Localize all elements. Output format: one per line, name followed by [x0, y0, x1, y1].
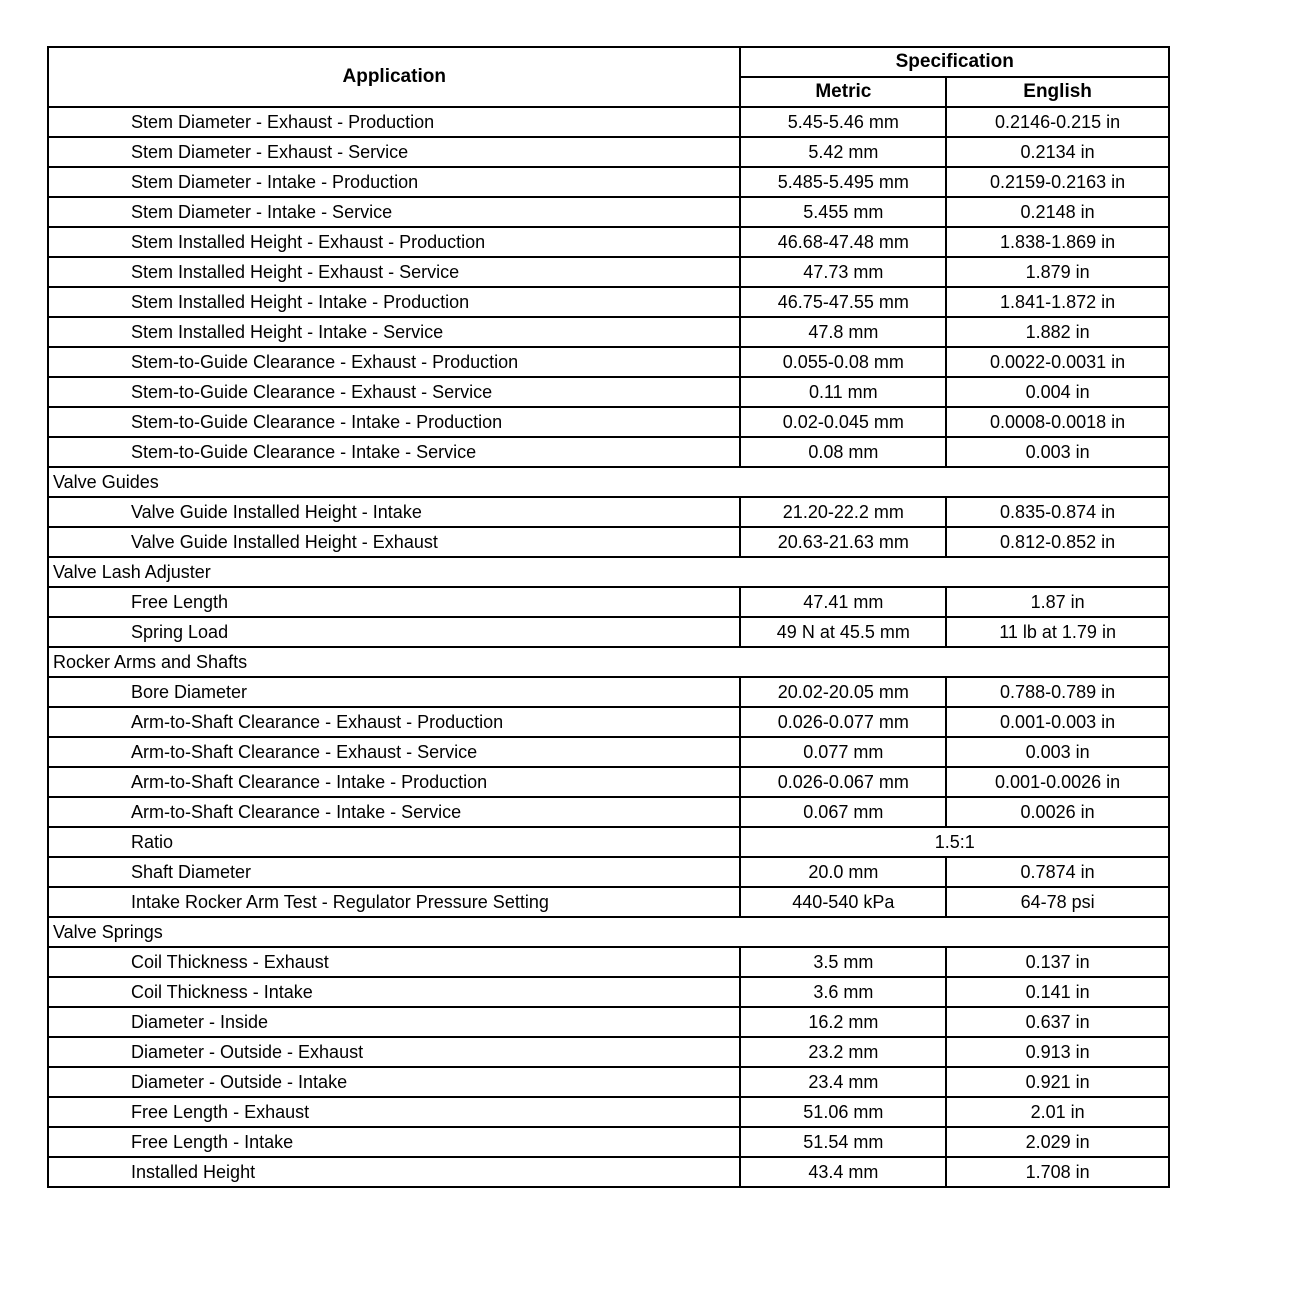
metric-cell: 43.4 mm — [740, 1157, 946, 1187]
english-cell: 1.841-1.872 in — [946, 287, 1169, 317]
category-row — [48, 557, 1169, 587]
spec-value-cell: 1.5:1 — [740, 827, 1169, 857]
table-row — [48, 827, 1169, 857]
table-row — [48, 197, 1169, 227]
header-application: Application — [48, 47, 740, 107]
english-cell: 0.913 in — [946, 1037, 1169, 1067]
metric-cell: 5.42 mm — [740, 137, 946, 167]
table-row — [48, 437, 1169, 467]
application-cell: Stem Installed Height - Exhaust - Production — [48, 227, 740, 257]
application-cell: Stem Installed Height - Exhaust - Service — [48, 257, 740, 287]
english-cell: 1.708 in — [946, 1157, 1169, 1187]
header-specification: Specification — [740, 47, 1169, 77]
english-cell: 0.2148 in — [946, 197, 1169, 227]
english-cell: 0.003 in — [946, 737, 1169, 767]
metric-cell: 21.20-22.2 mm — [740, 497, 946, 527]
application-cell: Stem Installed Height - Intake - Production — [48, 287, 740, 317]
application-cell: Diameter - Inside — [48, 1007, 740, 1037]
application-cell: Arm-to-Shaft Clearance - Intake - Service — [48, 797, 740, 827]
application-cell: Diameter - Outside - Exhaust — [48, 1037, 740, 1067]
table-row — [48, 857, 1169, 887]
metric-cell: 0.026-0.077 mm — [740, 707, 946, 737]
english-cell: 0.137 in — [946, 947, 1169, 977]
metric-cell: 5.485-5.495 mm — [740, 167, 946, 197]
application-cell: Ratio — [48, 827, 740, 857]
metric-cell: 47.41 mm — [740, 587, 946, 617]
metric-cell: 0.026-0.067 mm — [740, 767, 946, 797]
metric-cell: 47.73 mm — [740, 257, 946, 287]
table-row — [48, 227, 1169, 257]
english-cell: 0.001-0.003 in — [946, 707, 1169, 737]
english-cell: 0.004 in — [946, 377, 1169, 407]
table-row — [48, 1097, 1169, 1127]
english-cell: 0.003 in — [946, 437, 1169, 467]
metric-cell: 20.02-20.05 mm — [740, 677, 946, 707]
metric-cell: 0.08 mm — [740, 437, 946, 467]
application-cell: Intake Rocker Arm Test - Regulator Pressure Setting — [48, 887, 740, 917]
english-cell: 0.7874 in — [946, 857, 1169, 887]
table-row — [48, 347, 1169, 377]
metric-cell: 440-540 kPa — [740, 887, 946, 917]
english-cell: 0.812-0.852 in — [946, 527, 1169, 557]
metric-cell: 3.5 mm — [740, 947, 946, 977]
english-cell: 64-78 psi — [946, 887, 1169, 917]
table-body — [48, 107, 1169, 1187]
metric-cell: 5.45-5.46 mm — [740, 107, 946, 137]
header-english: English — [946, 77, 1169, 107]
table-row — [48, 737, 1169, 767]
english-cell: 0.2134 in — [946, 137, 1169, 167]
english-cell: 0.0026 in — [946, 797, 1169, 827]
table-header — [48, 47, 1169, 107]
english-cell: 0.637 in — [946, 1007, 1169, 1037]
metric-cell: 46.68-47.48 mm — [740, 227, 946, 257]
category-row — [48, 917, 1169, 947]
english-cell: 0.0022-0.0031 in — [946, 347, 1169, 377]
application-cell: Valve Guide Installed Height - Exhaust — [48, 527, 740, 557]
category-row — [48, 467, 1169, 497]
application-cell: Valve Guide Installed Height - Intake — [48, 497, 740, 527]
category-label: Rocker Arms and Shafts — [48, 647, 1169, 677]
category-row — [48, 647, 1169, 677]
category-label: Valve Guides — [48, 467, 1169, 497]
application-cell: Free Length - Intake — [48, 1127, 740, 1157]
application-cell: Spring Load — [48, 617, 740, 647]
application-cell: Stem Diameter - Intake - Production — [48, 167, 740, 197]
application-cell: Stem Diameter - Exhaust - Service — [48, 137, 740, 167]
english-cell: 0.0008-0.0018 in — [946, 407, 1169, 437]
specification-table — [47, 46, 1170, 1188]
table-row — [48, 167, 1169, 197]
application-cell: Bore Diameter — [48, 677, 740, 707]
english-cell: 0.921 in — [946, 1067, 1169, 1097]
application-cell: Arm-to-Shaft Clearance - Intake - Production — [48, 767, 740, 797]
table-row — [48, 317, 1169, 347]
table-row — [48, 257, 1169, 287]
english-cell: 2.029 in — [946, 1127, 1169, 1157]
application-cell: Stem-to-Guide Clearance - Intake - Production — [48, 407, 740, 437]
table-row — [48, 677, 1169, 707]
metric-cell: 16.2 mm — [740, 1007, 946, 1037]
application-cell: Arm-to-Shaft Clearance - Exhaust - Service — [48, 737, 740, 767]
table-row — [48, 1067, 1169, 1097]
application-cell: Shaft Diameter — [48, 857, 740, 887]
table-row — [48, 497, 1169, 527]
metric-cell: 47.8 mm — [740, 317, 946, 347]
table-row — [48, 587, 1169, 617]
table-row — [48, 767, 1169, 797]
table-row — [48, 887, 1169, 917]
table-row — [48, 1127, 1169, 1157]
metric-cell: 0.02-0.045 mm — [740, 407, 946, 437]
table-row — [48, 977, 1169, 1007]
application-cell: Installed Height — [48, 1157, 740, 1187]
application-cell: Stem Installed Height - Intake - Service — [48, 317, 740, 347]
english-cell: 1.879 in — [946, 257, 1169, 287]
application-cell: Stem Diameter - Exhaust - Production — [48, 107, 740, 137]
metric-cell: 0.11 mm — [740, 377, 946, 407]
application-cell: Stem-to-Guide Clearance - Exhaust - Service — [48, 377, 740, 407]
table-row — [48, 1157, 1169, 1187]
table-row — [48, 707, 1169, 737]
table-row — [48, 377, 1169, 407]
english-cell: 0.2146-0.215 in — [946, 107, 1169, 137]
english-cell: 0.141 in — [946, 977, 1169, 1007]
application-cell: Coil Thickness - Exhaust — [48, 947, 740, 977]
metric-cell: 3.6 mm — [740, 977, 946, 1007]
table-row — [48, 617, 1169, 647]
english-cell: 1.87 in — [946, 587, 1169, 617]
category-label: Valve Lash Adjuster — [48, 557, 1169, 587]
english-cell: 11 lb at 1.79 in — [946, 617, 1169, 647]
metric-cell: 5.455 mm — [740, 197, 946, 227]
category-label: Valve Springs — [48, 917, 1169, 947]
table-row — [48, 107, 1169, 137]
metric-cell: 46.75-47.55 mm — [740, 287, 946, 317]
metric-cell: 20.0 mm — [740, 857, 946, 887]
table-row — [48, 527, 1169, 557]
english-cell: 0.788-0.789 in — [946, 677, 1169, 707]
english-cell: 1.838-1.869 in — [946, 227, 1169, 257]
metric-cell: 49 N at 45.5 mm — [740, 617, 946, 647]
table-row — [48, 137, 1169, 167]
english-cell: 0.835-0.874 in — [946, 497, 1169, 527]
english-cell: 0.001-0.0026 in — [946, 767, 1169, 797]
metric-cell: 23.4 mm — [740, 1067, 946, 1097]
english-cell: 1.882 in — [946, 317, 1169, 347]
metric-cell: 23.2 mm — [740, 1037, 946, 1067]
table-row — [48, 947, 1169, 977]
metric-cell: 51.06 mm — [740, 1097, 946, 1127]
application-cell: Coil Thickness - Intake — [48, 977, 740, 1007]
application-cell: Diameter - Outside - Intake — [48, 1067, 740, 1097]
application-cell: Free Length - Exhaust — [48, 1097, 740, 1127]
table-row — [48, 797, 1169, 827]
application-cell: Stem Diameter - Intake - Service — [48, 197, 740, 227]
english-cell: 0.2159-0.2163 in — [946, 167, 1169, 197]
metric-cell: 0.055-0.08 mm — [740, 347, 946, 377]
application-cell: Free Length — [48, 587, 740, 617]
header-row-top — [48, 47, 1169, 77]
table-row — [48, 1037, 1169, 1067]
metric-cell: 20.63-21.63 mm — [740, 527, 946, 557]
english-cell: 2.01 in — [946, 1097, 1169, 1127]
table-row — [48, 407, 1169, 437]
application-cell: Stem-to-Guide Clearance - Exhaust - Production — [48, 347, 740, 377]
application-cell: Stem-to-Guide Clearance - Intake - Service — [48, 437, 740, 467]
metric-cell: 0.077 mm — [740, 737, 946, 767]
table-row — [48, 287, 1169, 317]
application-cell: Arm-to-Shaft Clearance - Exhaust - Production — [48, 707, 740, 737]
table-row — [48, 1007, 1169, 1037]
header-metric: Metric — [740, 77, 946, 107]
metric-cell: 0.067 mm — [740, 797, 946, 827]
metric-cell: 51.54 mm — [740, 1127, 946, 1157]
